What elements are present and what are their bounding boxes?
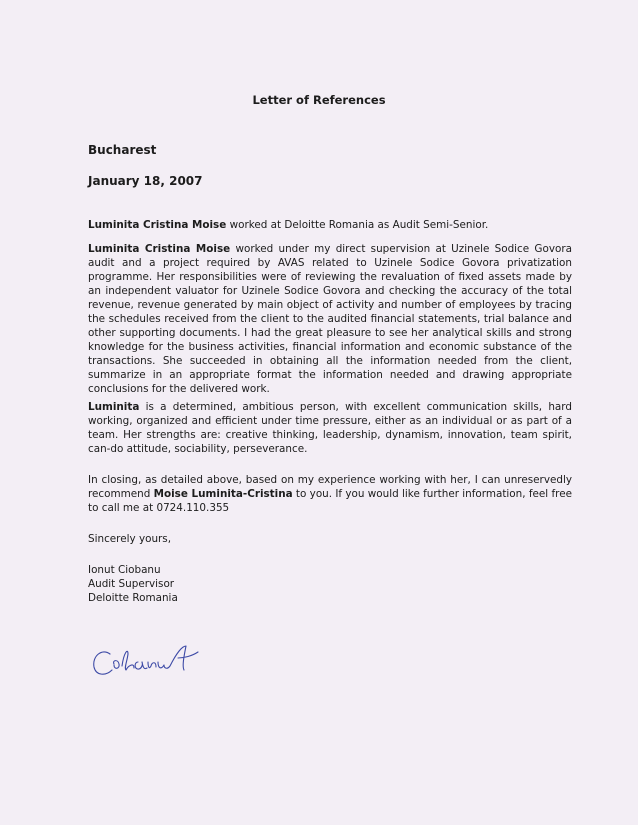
paragraph-text: to you. If you would like further information, feel free to call me at 0724.110.355 bbox=[88, 488, 572, 514]
paragraph-text: worked under my direct supervision at Uzinele Sodice Govora audit and a project required by AVAS related to Uzinele Sodice Govora privatization programme. Her responsibilities were of reviewing the revaluation of fixed assets made by an independent valuator for Uzinele Sodice Govora and checking the accuracy of the total revenue, revenue generated by main object of activity and number of employees by tracing the schedules received from the client to the audited financial statements, trial balance and other supporting documents. I had the great pleasure to see her analytical skills and strong knowledge for the business activities, financial information and economic substance of the transactions. She succeeded in obtaining all the information needed from the client, summarize in an appropriate format the information needed and drawing appropriate conclusions for the delivered work. bbox=[88, 243, 572, 395]
candidate-name: Luminita Cristina Moise bbox=[88, 243, 231, 255]
signer-title: Audit Supervisor bbox=[88, 578, 175, 590]
paragraph-text: In closing, as detailed above, based on my experience working with her, I can unreservedly recommend bbox=[88, 474, 572, 500]
signer-company: Deloitte Romania bbox=[88, 592, 178, 604]
candidate-name: Moise Luminita-Cristina bbox=[153, 488, 293, 500]
handwritten-signature bbox=[88, 640, 218, 684]
letter-title: Letter of References bbox=[252, 93, 386, 107]
closing-salutation: Sincerely yours, bbox=[88, 533, 172, 545]
paragraph-text: worked at Deloitte Romania as Audit Semi-Senior. bbox=[226, 219, 489, 231]
candidate-first-name: Luminita bbox=[88, 401, 140, 413]
letter-city: Bucharest bbox=[88, 143, 157, 157]
paragraph-closing bbox=[88, 473, 572, 515]
candidate-name: Luminita Cristina Moise bbox=[88, 219, 227, 231]
paragraph-strengths bbox=[88, 400, 572, 456]
letter-date: January 18, 2007 bbox=[88, 174, 203, 188]
signature-block bbox=[88, 532, 572, 605]
paragraph-intro bbox=[88, 218, 572, 232]
paragraph-responsibilities bbox=[88, 242, 572, 396]
letter-body bbox=[88, 218, 572, 605]
signer-name: Ionut Ciobanu bbox=[88, 564, 161, 576]
paragraph-text: is a determined, ambitious person, with excellent communication skills, hard working, organized and efficient under time pressure, either as an individual or as part of a team. Her strengths are: creative thinking, leadership, dynamism, innovation, team spirit, can-do attitude, sociability, perseverance. bbox=[88, 401, 572, 455]
